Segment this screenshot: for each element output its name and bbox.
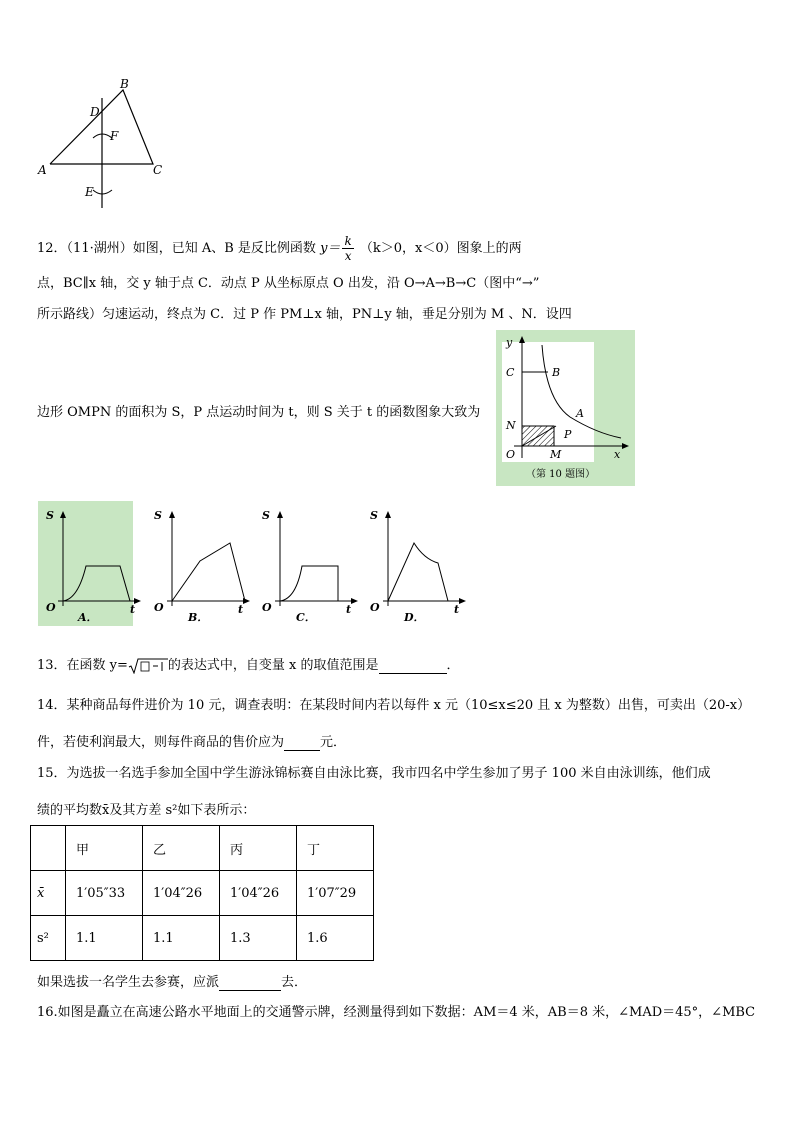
- swim-stats-table: [30, 825, 374, 961]
- svg-text:A: A: [576, 407, 584, 420]
- q12-line2: 点，BC∥x 轴，交 y 轴于点 C．动点 P 从坐标原点 O 出发，沿 O→A→B→C（图中“→”: [37, 276, 540, 291]
- svg-text:O: O: [262, 601, 272, 614]
- option-d-graph: [366, 501, 471, 626]
- q15-line2: 绩的平均数x̄及其方差 s²如下表所示：: [37, 803, 256, 818]
- q15-answer-blank[interactable]: [219, 975, 281, 991]
- q13-line: 13．在函数 y= 的表达式中，自变量 x 的取值范围是 ．: [37, 658, 460, 673]
- q12-line1: 12．（11·湖州）如图，已知 A、B 是反比例函数 y＝ $\frac{k}{x}$ （k＞0，x＜0）图象上的两: [37, 234, 522, 263]
- table-row: s² 1.1 1.1 1.3 1.6: [31, 916, 374, 961]
- svg-text:O: O: [154, 601, 164, 614]
- svg-text:B: B: [552, 366, 561, 379]
- q12-line4: 边形 OMPN 的面积为 S，P 点运动时间为 t，则 S 关于 t 的函数图象大致为: [37, 405, 481, 420]
- svg-text:x: x: [614, 448, 621, 461]
- q15-after: 如果选拔一名学生去参赛，应派 去．: [37, 975, 308, 990]
- svg-text:S: S: [154, 509, 162, 522]
- q14-answer-blank[interactable]: [284, 735, 320, 751]
- option-c-label: C．: [296, 611, 316, 624]
- label-d: D: [90, 105, 100, 119]
- sqrt-expression: [128, 659, 168, 673]
- svg-text:C: C: [506, 366, 515, 379]
- triangle-construction-figure: [30, 78, 170, 213]
- table-row: x̄ 1′05″33 1′04″26 1′04″26 1′07″29: [31, 871, 374, 916]
- svg-text:S: S: [46, 509, 54, 522]
- option-c-graph: [258, 501, 363, 626]
- svg-text:t: t: [454, 603, 460, 616]
- svg-text:P: P: [564, 428, 572, 441]
- svg-text:t: t: [346, 603, 352, 616]
- q15-line1: 15．为选拔一名选手参加全国中学生游泳锦标赛自由泳比赛，我市四名中学生参加了男子 100 米自由泳训练，他们成: [37, 766, 711, 781]
- svg-text:M: M: [550, 448, 562, 461]
- option-a-label: A．: [78, 611, 98, 624]
- option-a-graph: [38, 501, 143, 626]
- svg-text:S: S: [262, 509, 270, 522]
- option-d-label: D．: [404, 611, 425, 624]
- fig-caption: （第 10 题图）: [526, 469, 596, 480]
- label-c: C: [153, 163, 163, 177]
- q12-line3: 所示路线）匀速运动，终点为 C．过 P 作 PM⊥x 轴，PN⊥y 轴，垂足分别为 M 、N．设四: [37, 307, 572, 322]
- svg-text:y: y: [506, 336, 513, 349]
- q14-line2: 件，若使利润最大，则每件商品的售价应为 元．: [37, 735, 347, 750]
- svg-text:t: t: [238, 603, 244, 616]
- q12-figure: [496, 330, 635, 486]
- label-b: B: [120, 78, 129, 91]
- option-b-label: B．: [188, 611, 209, 624]
- q13-answer-blank[interactable]: [379, 658, 447, 674]
- label-a: A: [38, 163, 47, 177]
- option-b-graph: [150, 501, 255, 626]
- svg-text:S: S: [370, 509, 378, 522]
- svg-text:O: O: [506, 448, 516, 461]
- label-f: F: [110, 129, 119, 143]
- table-row: 甲 乙 丙 丁: [31, 826, 374, 871]
- svg-text:t: t: [130, 603, 136, 616]
- svg-text:N: N: [506, 419, 516, 432]
- svg-text:O: O: [46, 601, 56, 614]
- label-e: E: [85, 185, 94, 199]
- q14-line1: 14．某种商品每件进价为 10 元，调查表明：在某段时间内若以每件 x 元（10≤x≤20 且 x 为整数）出售，可卖出（20-x）: [37, 698, 751, 713]
- svg-text:O: O: [370, 601, 380, 614]
- shaded-rect: [522, 426, 554, 446]
- fraction-k-over-x: $\frac{k}{x}$: [344, 234, 352, 263]
- q16-line1: 16.如图是矗立在高速公路水平地面上的交通警示牌，经测量得到如下数据：AM＝4 米，AB＝8 米，∠MAD＝45°，∠MBC: [37, 1005, 756, 1020]
